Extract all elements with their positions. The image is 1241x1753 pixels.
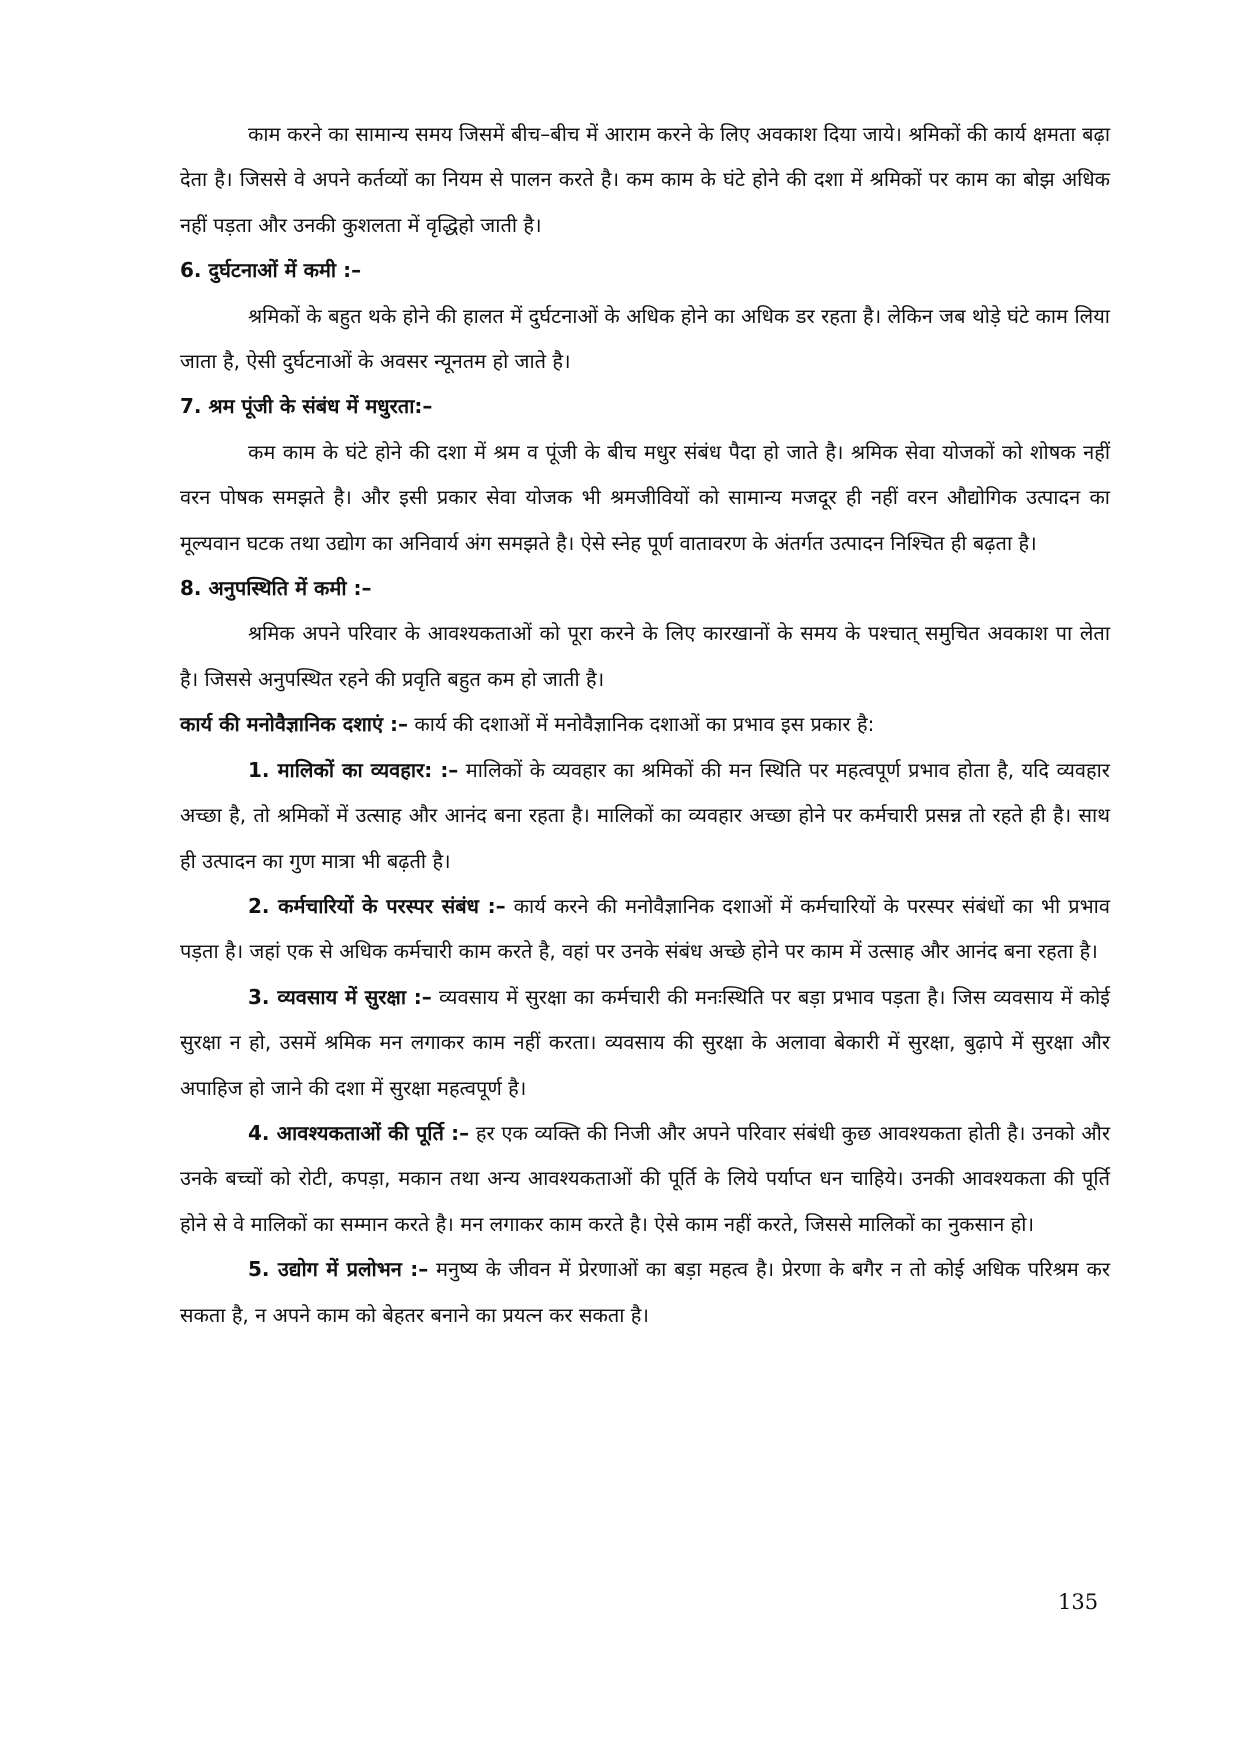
paragraph-incentives xyxy=(180,1247,1110,1338)
paragraph-lead: 4. आवश्यकताओं की पूर्ति :– xyxy=(248,1120,470,1145)
paragraph-lead: 2. कर्मचारियों के परस्पर संबंध :– xyxy=(248,893,506,918)
paragraph-text: श्रमिकों के बहुत थके होने की हालत में दुर्घटनाओं के अधिक होने का अधिक डर रहता है। लेकिन जब थोड़े घंटे काम लिया जाता है, ऐसी दुर्घटनाओं के अवसर न्यूनतम हो जाते है। xyxy=(180,303,1110,374)
paragraph-absenteeism xyxy=(180,611,1110,702)
section-heading-absenteeism: 8. अनुपस्थिति में कमी :– xyxy=(180,576,372,601)
paragraph-lead: 1. मालिकों का व्यवहार: :– xyxy=(248,757,459,782)
paragraph-text: हर एक व्यक्ति की निजी और अपने परिवार संबंधी कुछ आवश्यकता होती है। उनको और उनके बच्चों को रोटी, कपड़ा, मकान तथा अन्य आवश्यकताओं की पूर्ति के लिये पर्याप्त धन चाहिये। उनकी आवश्यकता की पूर्ति होने से वे मालिकों का सम्मान करते है। मन लगाकर काम करते है। ऐसे काम नहीं करते, जिससे मालिकों का नुकसान हो। xyxy=(180,1120,1111,1236)
paragraph-text: काम करने का सामान्य समय जिसमें बीच–बीच में आराम करने के लिए अवकाश दिया जाये। श्रमिकों की कार्य क्षमता बढ़ा देता है। जिससे वे अपने कर्तव्यों का नियम से पालन करते है। कम काम के घंटे होने की दशा में श्रमिकों पर काम का बोझ अधिक नहीं पड़ता और उनकी कुशलता में वृद्धिहो जाती है। xyxy=(180,122,1110,237)
page-number: 135 xyxy=(1058,1590,1099,1614)
paragraph-lead: 3. व्यवसाय में सुरक्षा :– xyxy=(248,984,432,1009)
paragraph-intro xyxy=(180,112,1110,248)
paragraph-text: मनुष्य के जीवन में प्रेरणाओं का बड़ा महत्व है। प्रेरणा के बगैर न तो कोई अधिक परिश्रम कर सकता है, न अपने काम को बेहतर बनाने का प्रयत्न कर सकता है। xyxy=(180,1257,1110,1327)
paragraph-text: व्यवसाय में सुरक्षा का कर्मचारी की मनःस्थिति पर बड़ा प्रभाव पड़ता है। जिस व्यवसाय में कोई सुरक्षा न हो, उसमें श्रमिक मन लगाकर काम नहीं करता। व्यवसाय की सुरक्षा के अलावा बेकारी में सुरक्षा, बुढ़ापे में सुरक्षा और अपाहिज हो जाने की दशा में सुरक्षा महत्वपूर्ण है। xyxy=(180,984,1110,1100)
paragraph-psychological-conditions xyxy=(180,702,1110,747)
paragraph-text: मालिकों के व्यवहार का श्रमिकों की मन स्थिति पर महत्वपूर्ण प्रभाव होता है, यदि व्यवहार अच्छा है, तो श्रमिकों में उत्साह और आनंद बना रहता है। मालिकों का व्यवहार अच्छा होने पर कर्मचारी प्रसन्न तो रहते ही है। साथ ही उत्पादन का गुण मात्रा भी बढ़ती है। xyxy=(180,757,1110,873)
paragraph-employer-behaviour xyxy=(180,748,1110,884)
paragraph-job-security xyxy=(180,975,1110,1111)
paragraph-lead: 5. उद्योग में प्रलोभन :– xyxy=(248,1257,429,1282)
section-heading-accidents: 6. दुर्घटनाओं में कमी :– xyxy=(180,258,362,283)
paragraph-employee-relations xyxy=(180,884,1110,975)
paragraph-text: कार्य की दशाओं में मनोवैज्ञानिक दशाओं का प्रभाव इस प्रकार है: xyxy=(408,712,875,737)
paragraph-text: श्रमिक अपने परिवार के आवश्यकताओं को पूरा करने के लिए कारखानों के समय के पश्चात् समुचित अवकाश पा लेता है। जिससे अनुपस्थित रहने की प्रवृति बहुत कम हो जाती है। xyxy=(180,621,1110,691)
paragraph-needs-fulfilment xyxy=(180,1111,1110,1247)
paragraph-accidents xyxy=(180,294,1110,385)
paragraph-text: कार्य करने की मनोवैज्ञानिक दशाओं में कर्मचारियों के परस्पर संबंधों का भी प्रभाव पड़ता है। जहां एक से अधिक कर्मचारी काम करते है, वहां पर उनके संबंध अच्छे होने पर काम में उत्साह और आनंद बना रहता है। xyxy=(180,893,1110,964)
section-heading-labour-capital: 7. श्रम पूंजी के संबंध में मधुरता:– xyxy=(180,394,433,419)
page-body xyxy=(180,112,1110,1338)
paragraph-text: कम काम के घंटे होने की दशा में श्रम व पूंजी के बीच मधुर संबंध पैदा हो जाते है। श्रमिक सेवा योजकों को शोषक नहीं वरन पोषक समझते है। और इसी प्रकार सेवा योजक भी श्रमजीवियों को सामान्य मजदूर ही नहीं वरन औद्योगिक उत्पादन का मूल्यवान घटक तथा उद्योग का अनिवार्य अंग समझते है। ऐसे स्नेह पूर्ण वातावरण के अंतर्गत उत्पादन निश्चित ही बढ़ता है। xyxy=(180,439,1110,555)
paragraph-labour-capital xyxy=(180,430,1110,566)
paragraph-lead: कार्य की मनोवैज्ञानिक दशाएं :– xyxy=(180,712,408,737)
